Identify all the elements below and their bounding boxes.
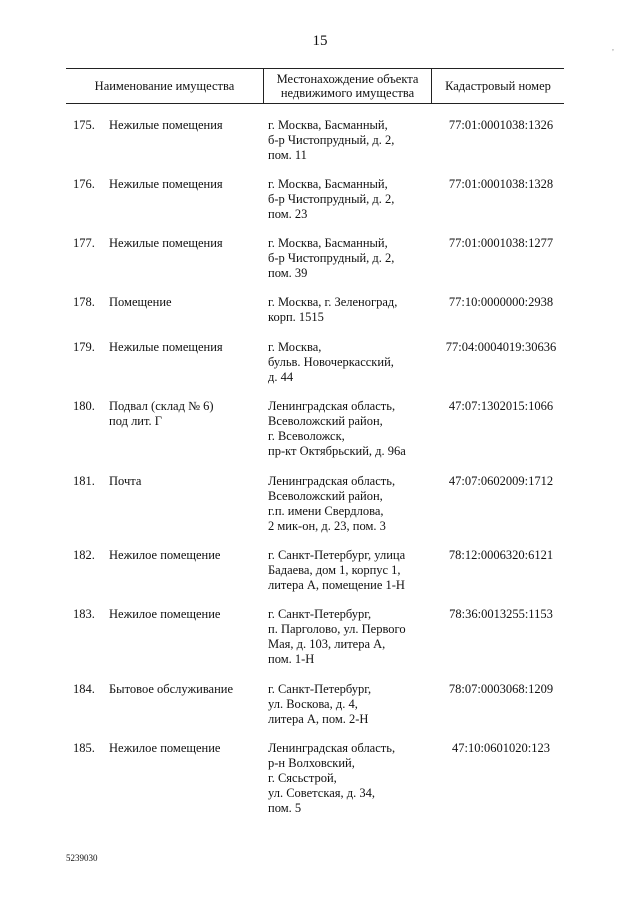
cadastral-number: 77:04:0004019:30636 <box>445 340 557 354</box>
property-location-line: г. Санкт-Петербург, <box>268 607 372 621</box>
property-location-line: Ленинградская область, <box>268 741 396 755</box>
row-number: 185. <box>73 741 95 755</box>
property-location <box>268 474 433 534</box>
header-rule-bottom <box>66 103 564 104</box>
property-name <box>109 474 259 489</box>
property-location-line: д. 44 <box>268 370 294 384</box>
property-location-line: г. Москва, <box>268 340 322 354</box>
property-name <box>109 340 259 355</box>
property-location-line: бульв. Новочеркасский, <box>268 355 394 369</box>
row-number: 183. <box>73 607 95 621</box>
row-number: 184. <box>73 682 95 696</box>
cadastral-number: 47:10:0601020:123 <box>452 741 550 755</box>
property-location-line: корп. 1515 <box>268 310 324 324</box>
property-name-line: Бытовое обслуживание <box>109 682 234 696</box>
property-name <box>109 118 259 133</box>
property-location <box>268 236 433 281</box>
property-location-line: пр-кт Октябрьский, д. 96а <box>268 444 406 458</box>
property-location-line: р-н Волховский, <box>268 756 355 770</box>
property-name <box>109 741 259 756</box>
property-location-line: ул. Советская, д. 34, <box>268 786 375 800</box>
property-name-line: Подвал (склад № 6) <box>109 399 214 413</box>
row-number: 177. <box>73 236 95 250</box>
property-location-line: г. Москва, Басманный, <box>268 236 388 250</box>
row-number: 180. <box>73 399 95 413</box>
property-location-line: литера А, помещение 1-Н <box>268 578 405 592</box>
property-location-line: г. Сясьстрой, <box>268 771 337 785</box>
property-location <box>268 548 433 593</box>
property-location-line: Всеволожский район, <box>268 414 383 428</box>
property-location-line: литера А, пом. 2-Н <box>268 712 369 726</box>
property-location-line: Ленинградская область, <box>268 474 396 488</box>
property-name <box>109 607 259 622</box>
cadastral-number: 47:07:1302015:1066 <box>448 399 554 413</box>
property-name-line: Помещение <box>109 295 172 309</box>
property-location-line: Бадаева, дом 1, корпус 1, <box>268 563 401 577</box>
property-location-line: г. Всеволожск, <box>268 429 345 443</box>
property-location-line: г.п. имени Свердлова, <box>268 504 384 518</box>
property-location <box>268 295 433 325</box>
property-name <box>109 399 259 429</box>
row-number: 178. <box>73 295 95 309</box>
property-name-line: Почта <box>109 474 142 488</box>
header-col-name: Наименование имущества <box>94 78 235 93</box>
property-location-line: г. Москва, Басманный, <box>268 118 388 132</box>
property-location-line: пом. 5 <box>268 801 302 815</box>
row-number: 175. <box>73 118 95 132</box>
property-name <box>109 295 259 310</box>
property-name-line: Нежилое помещение <box>109 741 221 755</box>
property-location <box>268 118 433 163</box>
property-location-line: г. Санкт-Петербург, <box>268 682 372 696</box>
property-location-line: 2 мик-он, д. 23, пом. 3 <box>268 519 386 533</box>
cadastral-number: 77:01:0001038:1326 <box>448 118 554 132</box>
property-location-line: пом. 23 <box>268 207 308 221</box>
property-name-line: Нежилые помещения <box>109 177 223 191</box>
property-location-line: г. Москва, г. Зеленоград, <box>268 295 398 309</box>
property-location <box>268 741 433 816</box>
property-name-line: Нежилые помещения <box>109 340 223 354</box>
row-number: 179. <box>73 340 95 354</box>
property-name <box>109 682 259 697</box>
property-location <box>268 682 433 727</box>
property-location <box>268 399 433 459</box>
cadastral-number: 78:07:0003068:1209 <box>448 682 554 696</box>
property-location-line: г. Москва, Басманный, <box>268 177 388 191</box>
row-number: 176. <box>73 177 95 191</box>
property-location-line: Ленинградская область, <box>268 399 396 413</box>
property-name-line: под лит. Г <box>109 414 162 428</box>
property-name <box>109 236 259 251</box>
property-name <box>109 548 259 563</box>
property-location <box>268 177 433 222</box>
property-location <box>268 340 433 385</box>
property-location <box>268 607 433 667</box>
header-col-location: Местонахождение объекта недвижимого имущества <box>276 71 419 100</box>
property-location-line: Всеволожский район, <box>268 489 383 503</box>
cadastral-number: 77:01:0001038:1328 <box>448 177 554 191</box>
cadastral-number: 47:07:0602009:1712 <box>448 474 554 488</box>
property-name-line: Нежилые помещения <box>109 236 223 250</box>
property-location-line: п. Парголово, ул. Первого <box>268 622 406 636</box>
header-rule-top <box>66 68 564 69</box>
property-name-line: Нежилые помещения <box>109 118 223 132</box>
property-name-line: Нежилое помещение <box>109 548 221 562</box>
property-location-line: б-р Чистопрудный, д. 2, <box>268 192 395 206</box>
cadastral-number: 77:10:0000000:2938 <box>448 295 554 309</box>
property-name <box>109 177 259 192</box>
corner-mark: , <box>612 43 614 52</box>
page-number: 15 <box>312 33 328 49</box>
footer-code: 5239030 <box>66 853 98 863</box>
cadastral-number: 78:36:0013255:1153 <box>449 607 553 621</box>
property-location-line: г. Санкт-Петербург, улица <box>268 548 406 562</box>
property-location-line: пом. 1-Н <box>268 652 315 666</box>
header-col-cadastral: Кадастровый номер <box>445 78 551 93</box>
property-location-line: б-р Чистопрудный, д. 2, <box>268 133 395 147</box>
row-number: 182. <box>73 548 95 562</box>
property-location-line: б-р Чистопрудный, д. 2, <box>268 251 395 265</box>
cadastral-number: 77:01:0001038:1277 <box>448 236 554 250</box>
property-location-line: ул. Воскова, д. 4, <box>268 697 358 711</box>
property-location-line: Мая, д. 103, литера А, <box>268 637 386 651</box>
row-number: 181. <box>73 474 95 488</box>
property-location-line: пом. 11 <box>268 148 307 162</box>
property-location-line: пом. 39 <box>268 266 308 280</box>
property-name-line: Нежилое помещение <box>109 607 221 621</box>
cadastral-number: 78:12:0006320:6121 <box>448 548 554 562</box>
